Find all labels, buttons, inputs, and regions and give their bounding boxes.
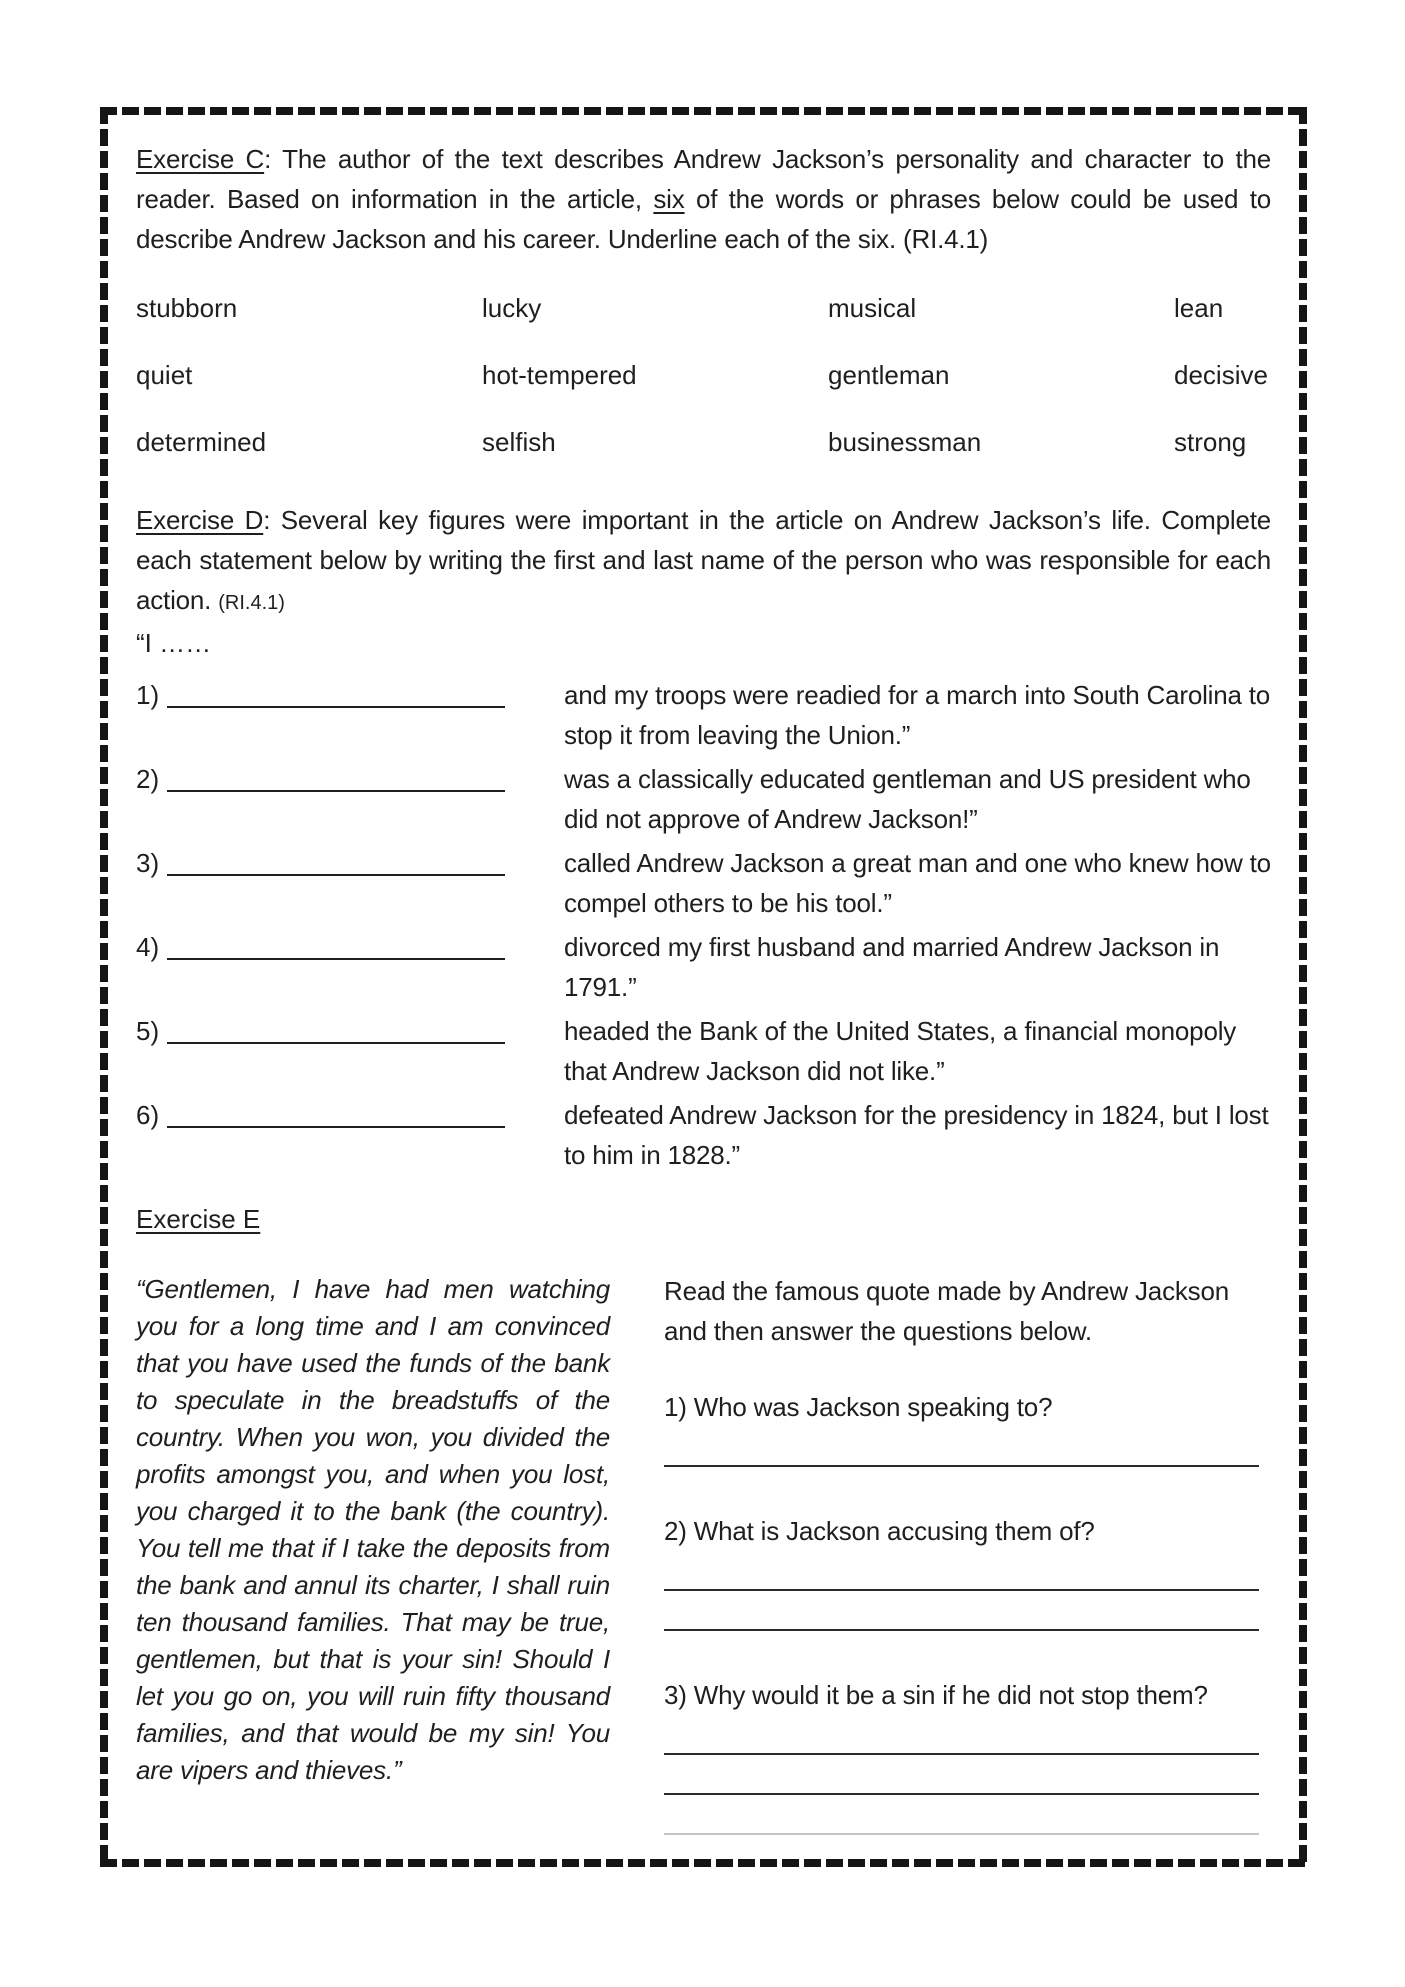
exercise-e-header [136,1199,1271,1239]
item-number: 3) [136,848,160,878]
answer-blank [167,934,505,960]
exercise-e-columns [136,1271,1271,1867]
item-statement: divorced my first husband and married Andrew Jackson in 1791.” [564,932,1220,1002]
word-choice-grid [136,275,1271,476]
item-number: 6) [136,1100,160,1130]
fill-item-1 [136,675,1271,755]
word-option: strong [1174,427,1247,457]
answer-line [664,1753,1259,1755]
question-2 [664,1511,1271,1631]
item-number: 2) [136,764,160,794]
fill-item-6 [136,1095,1271,1175]
answer-blank [167,850,505,876]
answer-line [664,1465,1259,1467]
fill-item-2 [136,759,1271,839]
answer-blank [167,1102,505,1128]
word-option: lean [1174,293,1224,323]
fill-item-left [136,1011,564,1051]
answer-blank [167,682,505,708]
exercise-c-text-part2: of the words or phrases below could be used to describe Andrew Jackson and his career. Underline each of the six. (RI.4.1) [136,184,1271,254]
answer-blank [167,1018,505,1044]
fill-item-left [136,1095,564,1135]
word-option: businessman [828,427,982,457]
item-number: 5) [136,1016,160,1046]
word-option: hot-tempered [482,360,637,390]
answer-blank [167,766,505,792]
fill-item-left [136,927,564,967]
word-option: selfish [482,427,556,457]
question-text: 1) Who was Jackson speaking to? [664,1392,1053,1422]
worksheet-content [100,107,1307,1867]
exercise-c-label: Exercise C [136,144,265,174]
fill-in-list [136,675,1271,1175]
item-statement: called Andrew Jackson a great man and one who knew how to compel others to be his tool.” [564,848,1271,918]
item-statement: and my troops were readied for a march into South Carolina to stop it from leaving the Union.” [564,680,1271,750]
fill-item-left [136,675,564,715]
exercise-c-intro [136,139,1271,259]
standard-reference: (RI.4.1) [218,592,285,614]
item-statement: headed the Bank of the United States, a financial monopoly that Andrew Jackson did not like.” [564,1016,1237,1086]
questions-column [664,1271,1271,1867]
worksheet-border-frame [100,107,1307,1867]
answer-line-faint [664,1833,1259,1835]
fill-item-left [136,843,564,883]
quote-lead-in: “I …… [136,628,212,658]
question-text: 3) Why would it be a sin if he did not stop them? [664,1680,1208,1710]
answer-line [664,1589,1259,1591]
jackson-quote: “Gentlemen, I have had men watching you for a long time and I am convinced that you have used the funds of the bank to speculate in the breadstuffs of the country. When you won, you divided the profits amongst you, and when you lost, you charged it to the bank (the country). You tell me that if I take the deposits from the bank and annul its charter, I shall ruin ten thousand families. That may be true, gentlemen, but that is your sin! Should I let you go on, you will ruin fifty thousand families, and that would be my sin! You are vipers and thieves.” [136,1274,610,1785]
word-option: determined [136,427,267,457]
word-option: stubborn [136,293,238,323]
exercise-d-intro [136,500,1271,623]
word-option: gentleman [828,360,950,390]
item-statement: defeated Andrew Jackson for the presidency in 1824, but I lost to him in 1828.” [564,1100,1269,1170]
word-option: lucky [482,293,542,323]
answer-line [664,1793,1259,1795]
answer-line [664,1629,1259,1631]
item-statement: was a classically educated gentleman and US president who did not approve of Andrew Jackson!” [564,764,1251,834]
question-text: 2) What is Jackson accusing them of? [664,1516,1095,1546]
item-number: 4) [136,932,160,962]
exercise-c-underlined-six: six [653,184,685,214]
exercise-e-instructions: Read the famous quote made by Andrew Jackson and then answer the questions below. [664,1276,1229,1346]
exercise-d-text: : Several key figures were important in the article on Andrew Jackson’s life. Complete each statement below by writing the first and last name of the person who was responsible for each action. [136,505,1271,615]
fill-item-4 [136,927,1271,1007]
question-1 [664,1387,1271,1467]
exercise-c-text-part1: : The author of the text describes Andrew Jackson’s personality and character to the reader. Based on information in the article, [136,144,1271,214]
word-option: quiet [136,360,193,390]
fill-item-left [136,759,564,799]
word-option: musical [828,293,917,323]
exercise-d-label: Exercise D [136,505,264,535]
fill-item-3 [136,843,1271,923]
word-option: decisive [1174,360,1268,390]
fill-item-5 [136,1011,1271,1091]
item-number: 1) [136,680,160,710]
exercise-e-label: Exercise E [136,1204,261,1234]
question-3 [664,1675,1271,1835]
